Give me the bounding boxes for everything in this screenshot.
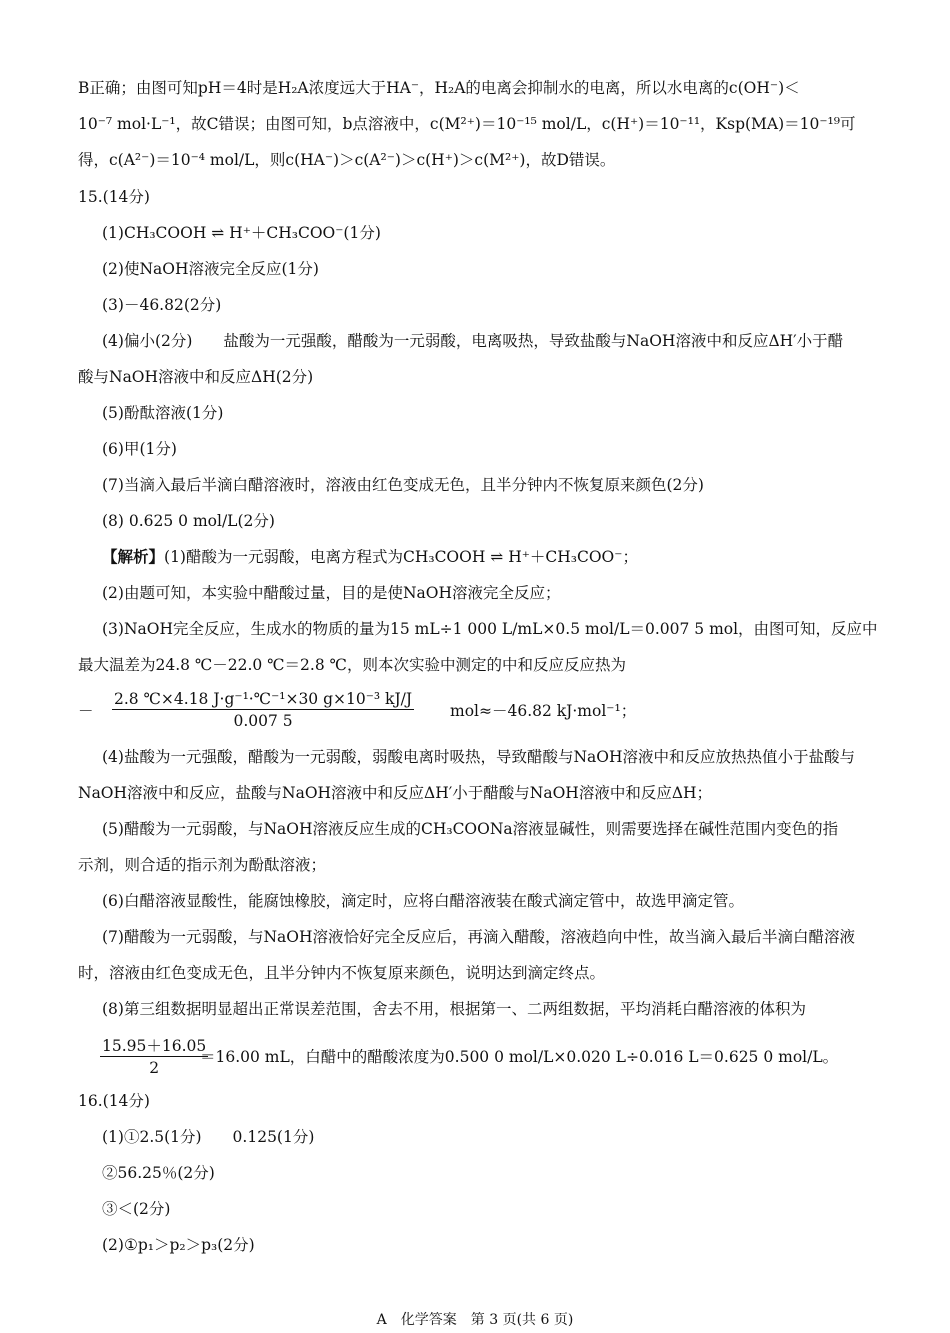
formula-tail: mol≈－46.82 kJ·mol⁻¹； [450, 702, 637, 720]
answer-line: (2)①p₁＞p₂＞p₃(2分) [102, 1236, 255, 1254]
question-number: 16.(14分) [78, 1092, 150, 1110]
analysis-line: (7)醋酸为一元弱酸，与NaOH溶液恰好完全反应后，再滴入醋酸，溶液趋向中性，故当滴入最后半滴白醋溶液 [102, 928, 855, 946]
analysis-line [102, 547, 638, 567]
answer-line: (1)①2.5(1分) 0.125(1分) [102, 1128, 315, 1146]
analysis-line: NaOH溶液中和反应，盐酸与NaOH溶液中和反应ΔH′小于醋酸与NaOH溶液中和反应ΔH； [78, 784, 713, 802]
answer-line: (5)酚酞溶液(1分) [102, 404, 224, 422]
text-line: 10⁻⁷ mol·L⁻¹，故C错误；由图可知，b点溶液中，c(M²⁺)＝10⁻¹⁵ mol/L，c(H⁺)＝10⁻¹¹，Ksp(MA)＝10⁻¹⁹可 [78, 115, 856, 133]
volume-fraction [100, 1037, 208, 1077]
analysis-tag: 【解析】 [102, 547, 165, 566]
text-line: 得，c(A²⁻)＝10⁻⁴ mol/L，则c(HA⁻)＞c(A²⁻)＞c(H⁺)＞c(M²⁺)，故D错误。 [78, 151, 616, 169]
answer-line: ③＜(2分) [102, 1200, 171, 1218]
analysis-line: 示剂，则合适的指示剂为酚酞溶液； [78, 856, 327, 874]
analysis-line: (2)由题可知，本实验中醋酸过量，目的是使NaOH溶液完全反应； [102, 584, 561, 602]
answer-line: (6)甲(1分) [102, 440, 177, 458]
analysis-line: (5)醋酸为一元弱酸，与NaOH溶液反应生成的CH₃COONa溶液显碱性，则需要选择在碱性范围内变色的指 [102, 820, 839, 838]
formula-tail: ＝16.00 mL，白醋中的醋酸浓度为0.500 0 mol/L×0.020 L÷0.016 L＝0.625 0 mol/L。 [200, 1048, 839, 1066]
fraction-denominator: 2 [149, 1059, 160, 1077]
analysis-line: (3)NaOH完全反应，生成水的物质的量为15 mL÷1 000 L/mL×0.5 mol/L＝0.007 5 mol，由图可知，反应中 [102, 620, 878, 638]
answer-line: (8) 0.625 0 mol/L(2分) [102, 512, 275, 530]
answer-line: (3)－46.82(2分) [102, 296, 222, 314]
text-line: B正确；由图可知pH＝4时是H₂A浓度远大于HA⁻，H₂A的电离会抑制水的电离，所以水电离的c(OH⁻)＜ [78, 79, 800, 97]
answer-line: (7)当滴入最后半滴白醋溶液时，溶液由红色变成无色，且半分钟内不恢复原来颜色(2分) [102, 476, 704, 494]
answer-line: (1)CH₃COOH ⇌ H⁺＋CH₃COO⁻(1分) [102, 224, 381, 242]
answer-line: 酸与NaOH溶液中和反应ΔH(2分) [78, 368, 314, 386]
analysis-line: (8)第三组数据明显超出正常误差范围，舍去不用，根据第一、二两组数据，平均消耗白醋溶液的体积为 [102, 1000, 806, 1018]
fraction-denominator: 0.007 5 [233, 712, 293, 730]
analysis-line: 时，溶液由红色变成无色，且半分钟内不恢复原来颜色，说明达到滴定终点。 [78, 964, 606, 982]
answer-line: ②56.25％(2分) [102, 1164, 215, 1182]
answer-line: (2)使NaOH溶液完全反应(1分) [102, 260, 319, 278]
heat-fraction [112, 690, 414, 730]
answer-line: (4)偏小(2分) 盐酸为一元强酸，醋酸为一元弱酸，电离吸热，导致盐酸与NaOH溶液中和反应ΔH′小于醋 [102, 332, 844, 350]
analysis-text: (1)醋酸为一元弱酸，电离方程式为CH₃COOH ⇌ H⁺＋CH₃COO⁻； [164, 548, 638, 566]
page-footer: A 化学答案 第 3 页(共 6 页) [376, 1312, 574, 1328]
formula-sign: － [78, 702, 94, 720]
analysis-line: (4)盐酸为一元强酸，醋酸为一元弱酸，弱酸电离时吸热，导致醋酸与NaOH溶液中和反应放热热值小于盐酸与 [102, 748, 855, 766]
analysis-line: 最大温差为24.8 ℃－22.0 ℃＝2.8 ℃，则本次实验中测定的中和反应反应热为 [78, 656, 626, 674]
fraction-numerator: 2.8 ℃×4.18 J·g⁻¹·℃⁻¹×30 g×10⁻³ kJ/J [114, 690, 413, 708]
question-number: 15.(14分) [78, 188, 150, 206]
analysis-line: (6)白醋溶液显酸性，能腐蚀橡胶，滴定时，应将白醋溶液装在酸式滴定管中，故选甲滴定管。 [102, 892, 744, 910]
fraction-numerator: 15.95＋16.05 [102, 1037, 207, 1055]
